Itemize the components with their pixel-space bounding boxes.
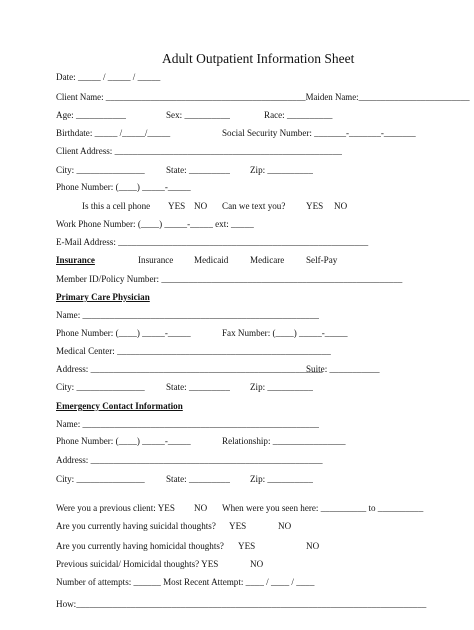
emergency-relationship-field[interactable]: Relationship: ________________ — [222, 436, 346, 446]
cell-phone-prompt: Is this a cell phone — [82, 201, 151, 211]
race-field[interactable]: Race: __________ — [264, 110, 333, 120]
email-field[interactable]: E-Mail Address: _______________________________________________________ — [56, 237, 369, 247]
physician-heading: Primary Care Physician — [56, 292, 150, 302]
client-name-field[interactable]: Client Name: _____________________________________________Maiden Name:_________________________ — [56, 92, 470, 102]
physician-name-field[interactable]: Name: ____________________________________________________ — [56, 310, 319, 320]
form-title: Adult Outpatient Information Sheet — [162, 51, 355, 66]
previous-client-question[interactable]: Were you a previous client: YES — [56, 503, 175, 513]
physician-state-field[interactable]: State: _________ — [166, 382, 230, 392]
physician-zip-field[interactable]: Zip: __________ — [250, 382, 313, 392]
suicidal-question: Are you currently having suicidal thoughts? — [56, 521, 216, 531]
physician-city-field[interactable]: City: _______________ — [56, 382, 145, 392]
text-consent-prompt: Can we text you? — [222, 201, 286, 211]
emergency-city-field[interactable]: City: _______________ — [56, 474, 145, 484]
how-field[interactable]: How:_____________________________________________________________________________ — [56, 599, 427, 609]
insurance-option-medicare[interactable]: Medicare — [250, 255, 285, 265]
homicidal-question: Are you currently having homicidal thoughts? — [56, 541, 224, 551]
cell-phone-no[interactable]: NO — [194, 201, 208, 211]
member-id-field[interactable]: Member ID/Policy Number: _____________________________________________________ — [56, 274, 403, 284]
client-address-field[interactable]: Client Address: __________________________________________________ — [56, 146, 342, 156]
suicidal-yes[interactable]: YES — [229, 521, 247, 531]
previous-thoughts-no[interactable]: NO — [250, 559, 264, 569]
insurance-option-medicaid[interactable]: Medicaid — [194, 255, 229, 265]
homicidal-no[interactable]: NO — [306, 541, 320, 551]
when-seen-field[interactable]: When were you seen here: __________ to __________ — [222, 503, 424, 513]
emergency-phone-field[interactable]: Phone Number: (____) _____-_____ — [56, 436, 191, 446]
birthdate-field[interactable]: Birthdate: _____ /_____/_____ — [56, 128, 171, 138]
medical-center-field[interactable]: Medical Center: _______________________________________________ — [56, 346, 331, 356]
client-state-field[interactable]: State: _________ — [166, 165, 230, 175]
insurance-heading: Insurance — [56, 255, 95, 265]
work-phone-field[interactable]: Work Phone Number: (____) _____-_____ ext: _____ — [56, 219, 254, 229]
attempts-field[interactable]: Number of attempts: ______ Most Recent Attempt: ____ / ____ / ____ — [56, 577, 315, 587]
previous-thoughts-question[interactable]: Previous suicidal/ Homicidal thoughts? YES — [56, 559, 219, 569]
insurance-option-insurance[interactable]: Insurance — [138, 255, 174, 265]
emergency-zip-field[interactable]: Zip: __________ — [250, 474, 313, 484]
cell-phone-yes[interactable]: YES — [168, 201, 186, 211]
physician-phone-field[interactable]: Phone Number: (____) _____-_____ — [56, 328, 191, 338]
ssn-field[interactable]: Social Security Number: _______-_______-_______ — [222, 128, 416, 138]
previous-client-no[interactable]: NO — [194, 503, 208, 513]
emergency-heading: Emergency Contact Information — [56, 401, 183, 411]
emergency-name-field[interactable]: Name: ____________________________________________________ — [56, 419, 319, 429]
client-city-field[interactable]: City: _______________ — [56, 165, 145, 175]
physician-fax-field[interactable]: Fax Number: (____) _____-_____ — [222, 328, 348, 338]
emergency-address-field[interactable]: Address: ___________________________________________________ — [56, 455, 323, 465]
text-consent-no[interactable]: NO — [334, 201, 348, 211]
suicidal-no[interactable]: NO — [278, 521, 292, 531]
age-field[interactable]: Age: ___________ — [56, 110, 126, 120]
physician-address-field[interactable]: Address: ___________________________________________________ — [56, 364, 323, 374]
client-phone-field[interactable]: Phone Number: (____) _____-_____ — [56, 182, 191, 192]
insurance-option-self-pay[interactable]: Self-Pay — [306, 255, 338, 265]
physician-suite-field[interactable]: Suite: ___________ — [306, 364, 380, 374]
client-zip-field[interactable]: Zip: __________ — [250, 165, 313, 175]
date-field[interactable]: Date: _____ / _____ / _____ — [56, 72, 161, 82]
emergency-state-field[interactable]: State: _________ — [166, 474, 230, 484]
sex-field[interactable]: Sex: __________ — [166, 110, 230, 120]
text-consent-yes[interactable]: YES — [306, 201, 324, 211]
homicidal-yes[interactable]: YES — [238, 541, 256, 551]
